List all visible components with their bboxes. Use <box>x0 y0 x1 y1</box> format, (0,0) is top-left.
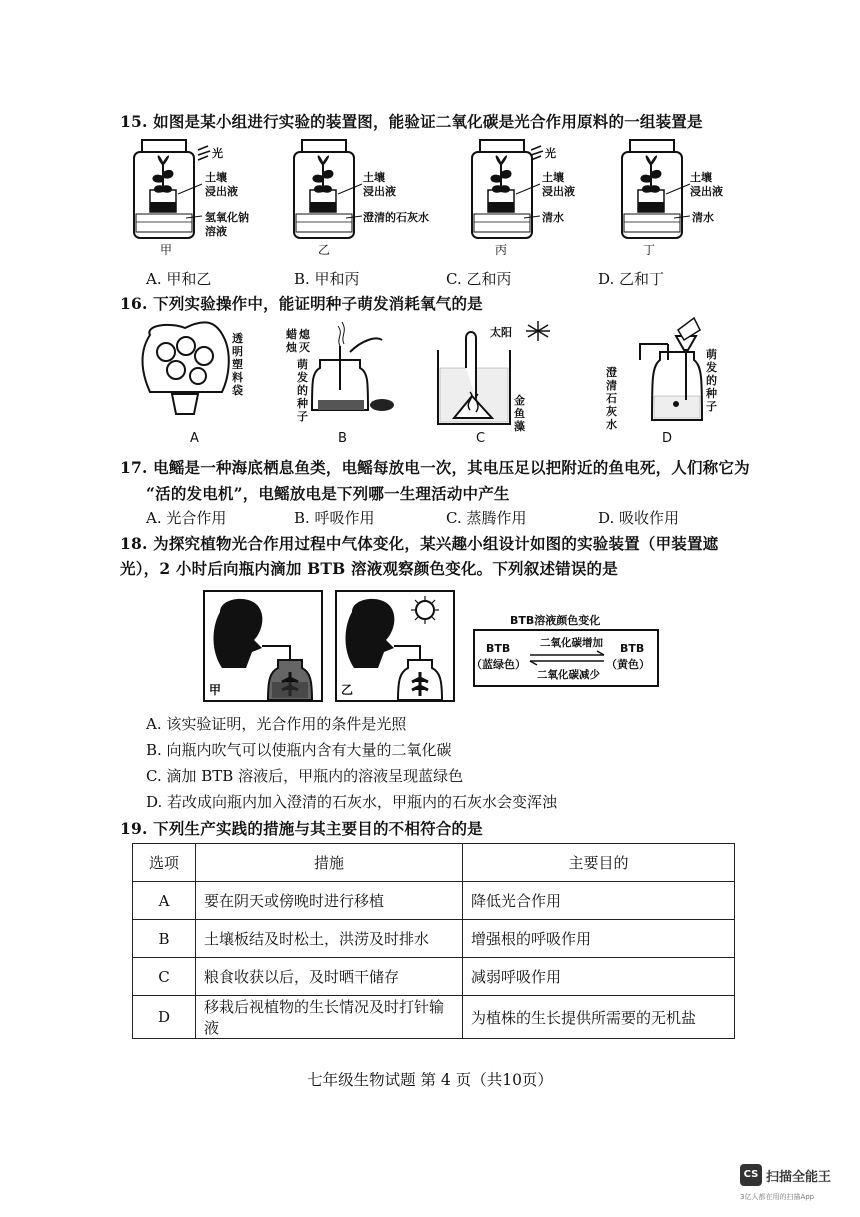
row-option: C <box>133 958 196 996</box>
light-label-3: 光 <box>545 147 556 160</box>
water-label-3: 清水 <box>542 211 564 224</box>
limewater-label-d: 澄清石灰水 <box>606 366 617 431</box>
seeds-label-b: 萌发的种子 <box>297 358 308 423</box>
fig-label-b: B <box>338 431 347 446</box>
table-row <box>133 920 735 958</box>
q18-option-d: D. 若改成向瓶内加入澄清的石灰水，甲瓶内的石灰水会变浑浊 <box>146 793 558 811</box>
scanner-watermark <box>740 1164 850 1204</box>
fig-label-a: A <box>190 431 199 446</box>
table-row <box>133 958 735 996</box>
panel-label-yi: 乙 <box>341 683 354 697</box>
header-purpose: 主要目的 <box>463 844 735 882</box>
jar-label-jia: 甲 <box>160 243 173 257</box>
candle-label: 蜡烛熄灭 <box>286 328 310 354</box>
q17-line2: “活的发电机”，电鳐放电是下列哪一生理活动中产生 <box>146 484 510 503</box>
panel-jia <box>204 591 322 701</box>
q19-stem: 19. 下列生产实践的措施与其主要目的不相符合的是 <box>120 819 483 838</box>
q15-stem: 15. 如图是某小组进行实验的装置图，能验证二氧化碳是光合作用原料的一组装置是 <box>120 112 703 131</box>
q15-option-b: B. 甲和丙 <box>294 270 360 288</box>
q15-option-d: D. 乙和丁 <box>598 270 665 288</box>
btb-left: BTB <box>486 642 511 655</box>
extract-label-1: 浸出液 <box>205 185 238 198</box>
naoh-label-2: 溶液 <box>205 225 227 238</box>
fig-label-d: D <box>662 431 673 446</box>
row-option: D <box>133 996 196 1039</box>
light-label-1: 光 <box>212 147 223 160</box>
soil-label-4: 土壤 <box>690 171 712 184</box>
co2-up-label: 二氧化碳增加 <box>540 637 603 649</box>
q15-option-c: C. 乙和丙 <box>446 270 512 288</box>
jar-label-bing: 丙 <box>495 243 508 257</box>
panel-label-jia: 甲 <box>209 683 222 697</box>
q18-option-b: B. 向瓶内吹气可以使瓶内含有大量的二氧化碳 <box>146 741 452 759</box>
algae-label: 金鱼藻 <box>514 394 525 433</box>
btb-right: BTB <box>620 642 645 655</box>
fig-label-c: C <box>476 431 486 446</box>
btb-right-color: （黄色） <box>606 658 650 671</box>
table-row <box>133 996 735 1039</box>
row-option: B <box>133 920 196 958</box>
row-option: A <box>133 882 196 920</box>
panel-yi <box>336 591 454 701</box>
extract-label-4: 浸出液 <box>690 185 723 198</box>
q18-option-a: A. 该实验证明，光合作用的条件是光照 <box>146 715 407 733</box>
soil-label-3: 土壤 <box>542 171 564 184</box>
brand-name: 扫描全能王 <box>766 1170 832 1185</box>
q19-table <box>132 843 735 1039</box>
q17-line1: 17. 电鳐是一种海底栖息鱼类，电鳐每放电一次，其电压足以把附近的鱼电死，人们称它为 <box>120 458 750 477</box>
table-row <box>133 882 735 920</box>
q18-line2: 光），2 小时后向瓶内滴加 BTB 溶液观察颜色变化。下列叙述错误的是 <box>120 559 618 578</box>
header-option: 选项 <box>133 844 196 882</box>
naoh-label: 氢氧化钠 <box>205 211 249 224</box>
q15-option-a: A. 甲和乙 <box>146 270 212 288</box>
row-purpose: 减弱呼吸作用 <box>463 958 735 996</box>
q18-option-c: C. 滴加 BTB 溶液后，甲瓶内的溶液呈现蓝绿色 <box>146 767 464 785</box>
row-measure: 粮食收获以后，及时晒干储存 <box>196 958 463 996</box>
row-measure: 土壤板结及时松土，洪涝及时排水 <box>196 920 463 958</box>
limewater-label: 澄清的石灰水 <box>363 211 429 224</box>
btb-title: BTB溶液颜色变化 <box>510 614 601 627</box>
q17-option-d: D. 吸收作用 <box>598 509 680 527</box>
q17-option-b: B. 呼吸作用 <box>294 509 375 527</box>
seeds-label-d: 萌发的种子 <box>706 348 717 413</box>
row-purpose: 降低光合作用 <box>463 882 735 920</box>
jar-label-yi: 乙 <box>318 243 331 257</box>
water-label-4: 清水 <box>692 211 714 224</box>
brand-tagline: 3亿人都在用的扫描App <box>740 1193 815 1201</box>
page-footer: 七年级生物试题 第 4 页（共10页） <box>307 1071 553 1089</box>
table-header-row <box>133 844 735 882</box>
q16-stem: 16. 下列实验操作中，能证明种子萌发消耗氧气的是 <box>120 294 483 313</box>
q18-line1: 18. 为探究植物光合作用过程中气体变化，某兴趣小组设计如图的实验装置（甲装置遮 <box>120 534 719 553</box>
co2-down-label: 二氧化碳减少 <box>537 669 600 681</box>
sun-icon-yi <box>411 596 439 624</box>
bag-label: 透明塑料袋 <box>232 332 243 397</box>
row-purpose: 增强根的呼吸作用 <box>463 920 735 958</box>
q17-option-a: A. 光合作用 <box>146 509 227 527</box>
header-measure: 措施 <box>196 844 463 882</box>
btb-left-color: （蓝绿色） <box>471 658 526 671</box>
row-measure: 移栽后视植物的生长情况及时打针输液 <box>196 996 463 1039</box>
extract-label-2: 浸出液 <box>363 185 396 198</box>
row-purpose: 为植株的生长提供所需要的无机盐 <box>463 996 735 1039</box>
extract-label-3: 浸出液 <box>542 185 575 198</box>
soil-label-1: 土壤 <box>205 171 227 184</box>
q17-option-c: C. 蒸腾作用 <box>446 509 527 527</box>
soil-label-2: 土壤 <box>363 171 385 184</box>
sun-label: 太阳 <box>490 326 512 339</box>
camscanner-logo-icon: CS <box>740 1164 762 1186</box>
row-measure: 要在阴天或傍晚时进行移植 <box>196 882 463 920</box>
jar-label-ding: 丁 <box>643 243 656 257</box>
